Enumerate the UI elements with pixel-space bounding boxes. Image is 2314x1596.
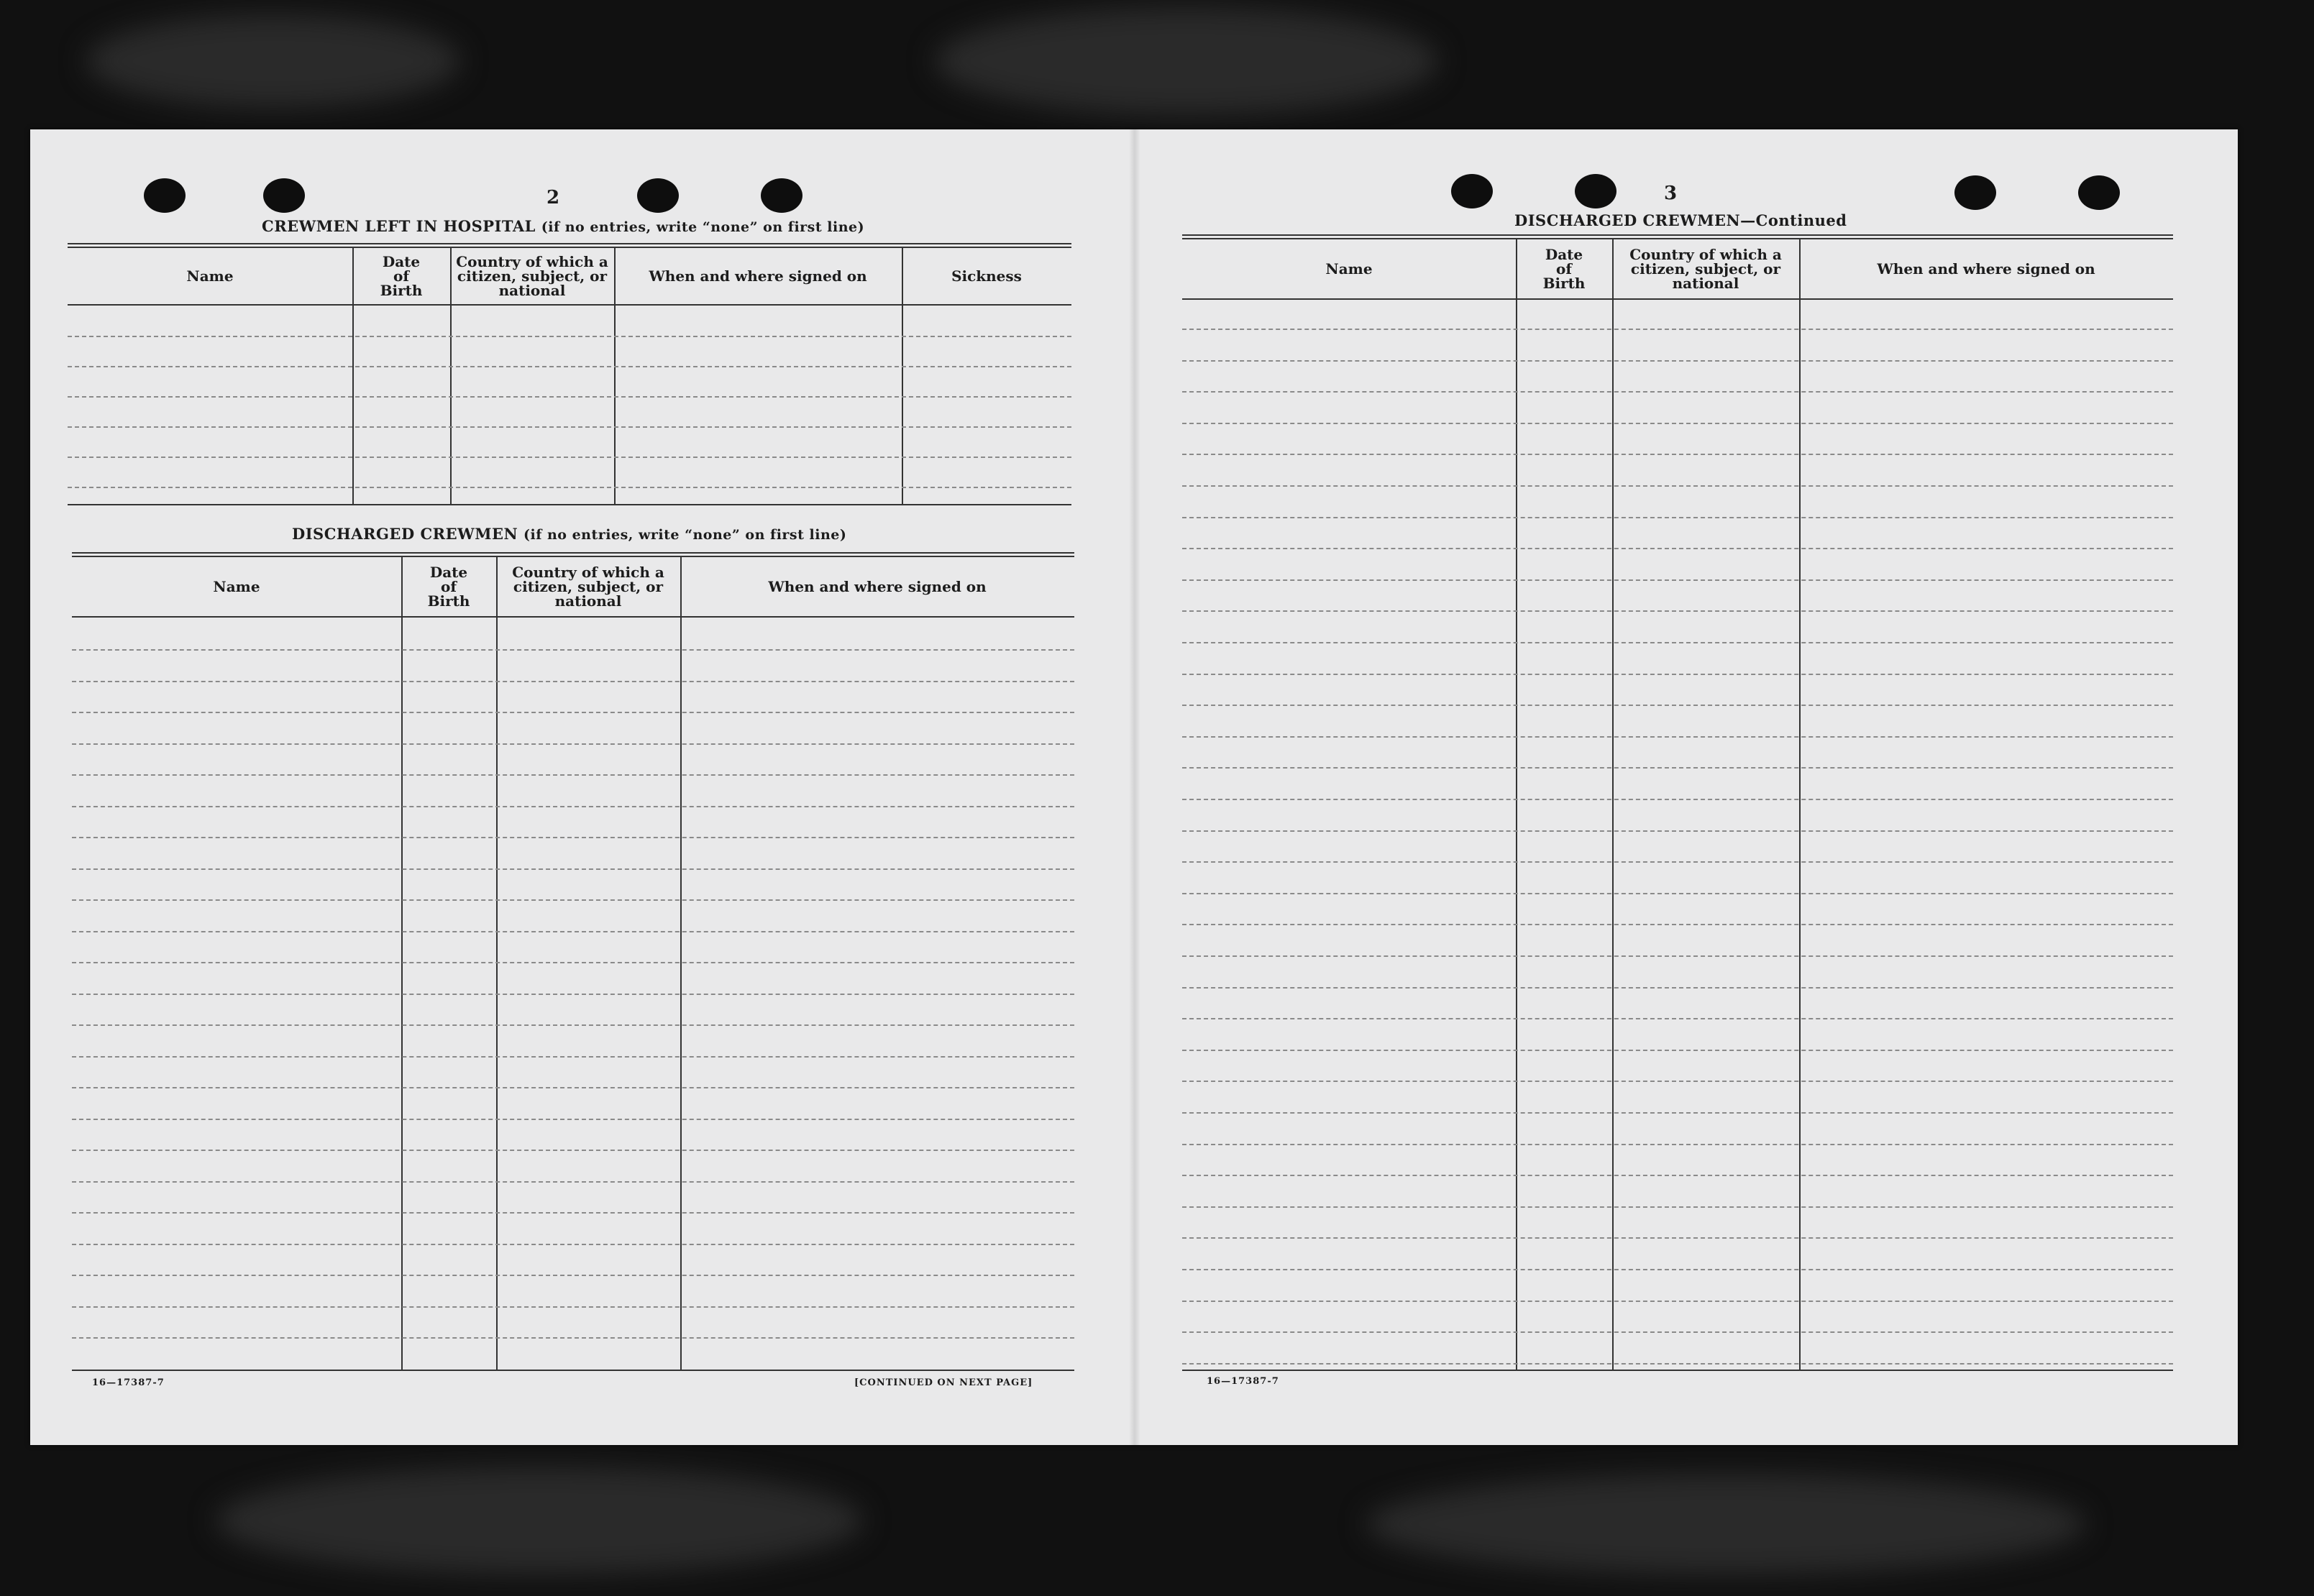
column-divider xyxy=(902,248,903,505)
form-code: 16—17387-7 xyxy=(1207,1376,1279,1387)
column-divider xyxy=(352,248,354,505)
entry-line xyxy=(1182,736,2173,738)
entry-line xyxy=(72,649,1074,651)
background-texture xyxy=(935,7,1438,115)
entry-line xyxy=(1182,1144,2173,1145)
entry-line xyxy=(1182,642,2173,643)
entry-line xyxy=(72,1306,1074,1308)
hospital-title-main: CREWMEN LEFT IN HOSPITAL xyxy=(262,217,536,235)
page-fold xyxy=(1129,129,1140,1445)
punch-hole xyxy=(144,178,186,213)
entry-line xyxy=(72,962,1074,963)
entry-line xyxy=(72,1275,1074,1276)
column-header-sickness: Sickness xyxy=(951,267,1022,285)
column-header-date-of-birth: Date of Birth xyxy=(1542,246,1586,292)
punch-hole xyxy=(1575,174,1616,208)
discharged-title-note: (if no entries, write “none” on first line) xyxy=(523,527,847,543)
entry-line xyxy=(1182,1175,2173,1176)
table-bottom-rule xyxy=(72,1370,1074,1371)
column-header-signed-on: When and where signed on xyxy=(649,267,867,285)
entry-line xyxy=(1182,1081,2173,1082)
entry-line xyxy=(1182,1206,2173,1208)
column-divider xyxy=(680,557,682,1371)
table-bottom-rule xyxy=(1182,1370,2173,1371)
entry-line xyxy=(72,712,1074,713)
entry-line xyxy=(1182,955,2173,957)
continued-note: [CONTINUED ON NEXT PAGE] xyxy=(854,1377,1033,1388)
column-divider xyxy=(1799,239,1801,1371)
entry-line xyxy=(1182,329,2173,330)
column-header-signed-on: When and where signed on xyxy=(768,578,987,595)
entry-line xyxy=(1182,360,2173,362)
entry-line xyxy=(72,1181,1074,1183)
page-number: 3 xyxy=(1664,183,1678,204)
entry-line xyxy=(72,1056,1074,1058)
column-header-signed-on: When and where signed on xyxy=(1877,260,2095,278)
table-bottom-rule xyxy=(68,504,1071,505)
entry-line xyxy=(1182,799,2173,800)
column-header-country: Country of which a citizen, subject, or national xyxy=(512,564,664,610)
punch-hole xyxy=(761,178,802,213)
discharged-continued-table xyxy=(1182,234,2173,1371)
entry-line xyxy=(68,457,1071,458)
column-divider xyxy=(401,557,403,1371)
entry-line xyxy=(72,837,1074,838)
entry-line xyxy=(72,931,1074,932)
table-header xyxy=(1182,239,2173,300)
entry-line xyxy=(72,806,1074,807)
entry-line xyxy=(1182,1112,2173,1114)
entry-line xyxy=(72,743,1074,745)
entry-line xyxy=(68,487,1071,488)
entry-line xyxy=(72,1337,1074,1339)
document-spread xyxy=(30,129,2238,1445)
punch-hole xyxy=(263,178,305,213)
column-divider xyxy=(614,248,616,505)
entry-line xyxy=(68,426,1071,428)
background-texture xyxy=(216,1467,863,1574)
page-number: 2 xyxy=(547,187,560,208)
column-header-country: Country of which a citizen, subject, or national xyxy=(456,253,608,299)
entry-line xyxy=(1182,1050,2173,1051)
entry-line xyxy=(72,868,1074,870)
entry-line xyxy=(1182,893,2173,894)
entry-line xyxy=(68,366,1071,367)
hospital-title-note: (if no entries, write “none” on first line) xyxy=(541,219,865,235)
entry-line xyxy=(1182,610,2173,612)
form-code: 16—17387-7 xyxy=(92,1377,165,1388)
entry-line xyxy=(1182,454,2173,455)
column-header-name: Name xyxy=(1325,260,1373,278)
entry-line xyxy=(72,681,1074,682)
entry-line xyxy=(68,396,1071,398)
discharged-table xyxy=(72,552,1074,1371)
entry-line xyxy=(1182,1269,2173,1270)
entry-line xyxy=(1182,767,2173,769)
punch-hole xyxy=(1954,175,1996,210)
entry-line xyxy=(72,1244,1074,1245)
column-divider xyxy=(1612,239,1614,1371)
entry-line xyxy=(1182,830,2173,832)
entry-line xyxy=(68,336,1071,337)
entry-line xyxy=(72,899,1074,901)
entry-line xyxy=(1182,1018,2173,1019)
entry-line xyxy=(1182,705,2173,706)
entry-line xyxy=(1182,548,2173,549)
entry-line xyxy=(1182,1363,2173,1365)
punch-hole xyxy=(637,178,679,213)
entry-line xyxy=(72,1212,1074,1214)
entry-line xyxy=(1182,861,2173,863)
entry-line xyxy=(1182,579,2173,581)
hospital-section-title xyxy=(262,217,864,235)
table-header xyxy=(72,557,1074,618)
entry-line xyxy=(1182,391,2173,393)
hospital-table xyxy=(68,243,1071,505)
column-header-name: Name xyxy=(186,267,234,285)
entry-line xyxy=(72,1119,1074,1120)
entry-line xyxy=(1182,987,2173,989)
entry-line xyxy=(72,1024,1074,1026)
entry-line xyxy=(1182,485,2173,487)
entry-line xyxy=(72,1087,1074,1088)
entry-line xyxy=(1182,1301,2173,1302)
column-header-name: Name xyxy=(213,578,260,595)
column-divider xyxy=(450,248,452,505)
entry-line xyxy=(1182,1237,2173,1239)
punch-hole xyxy=(2078,175,2120,210)
discharged-title-main: DISCHARGED CREWMEN xyxy=(292,525,518,543)
table-header xyxy=(68,248,1071,306)
column-header-date-of-birth: Date of Birth xyxy=(380,253,423,299)
discharged-continued-title: DISCHARGED CREWMEN—Continued xyxy=(1514,211,1847,229)
entry-line xyxy=(1182,924,2173,925)
discharged-section-title xyxy=(292,525,846,543)
column-header-date-of-birth: Date of Birth xyxy=(427,564,470,610)
background-texture xyxy=(86,14,460,108)
entry-line xyxy=(1182,423,2173,424)
background-texture xyxy=(1366,1474,2085,1574)
column-divider xyxy=(1516,239,1517,1371)
punch-hole xyxy=(1451,174,1493,208)
entry-line xyxy=(1182,1331,2173,1333)
column-divider xyxy=(496,557,498,1371)
column-header-country: Country of which a citizen, subject, or national xyxy=(1629,246,1782,292)
entry-line xyxy=(72,994,1074,995)
entry-line xyxy=(72,1150,1074,1151)
entry-line xyxy=(1182,674,2173,675)
entry-line xyxy=(72,774,1074,776)
entry-line xyxy=(1182,517,2173,518)
